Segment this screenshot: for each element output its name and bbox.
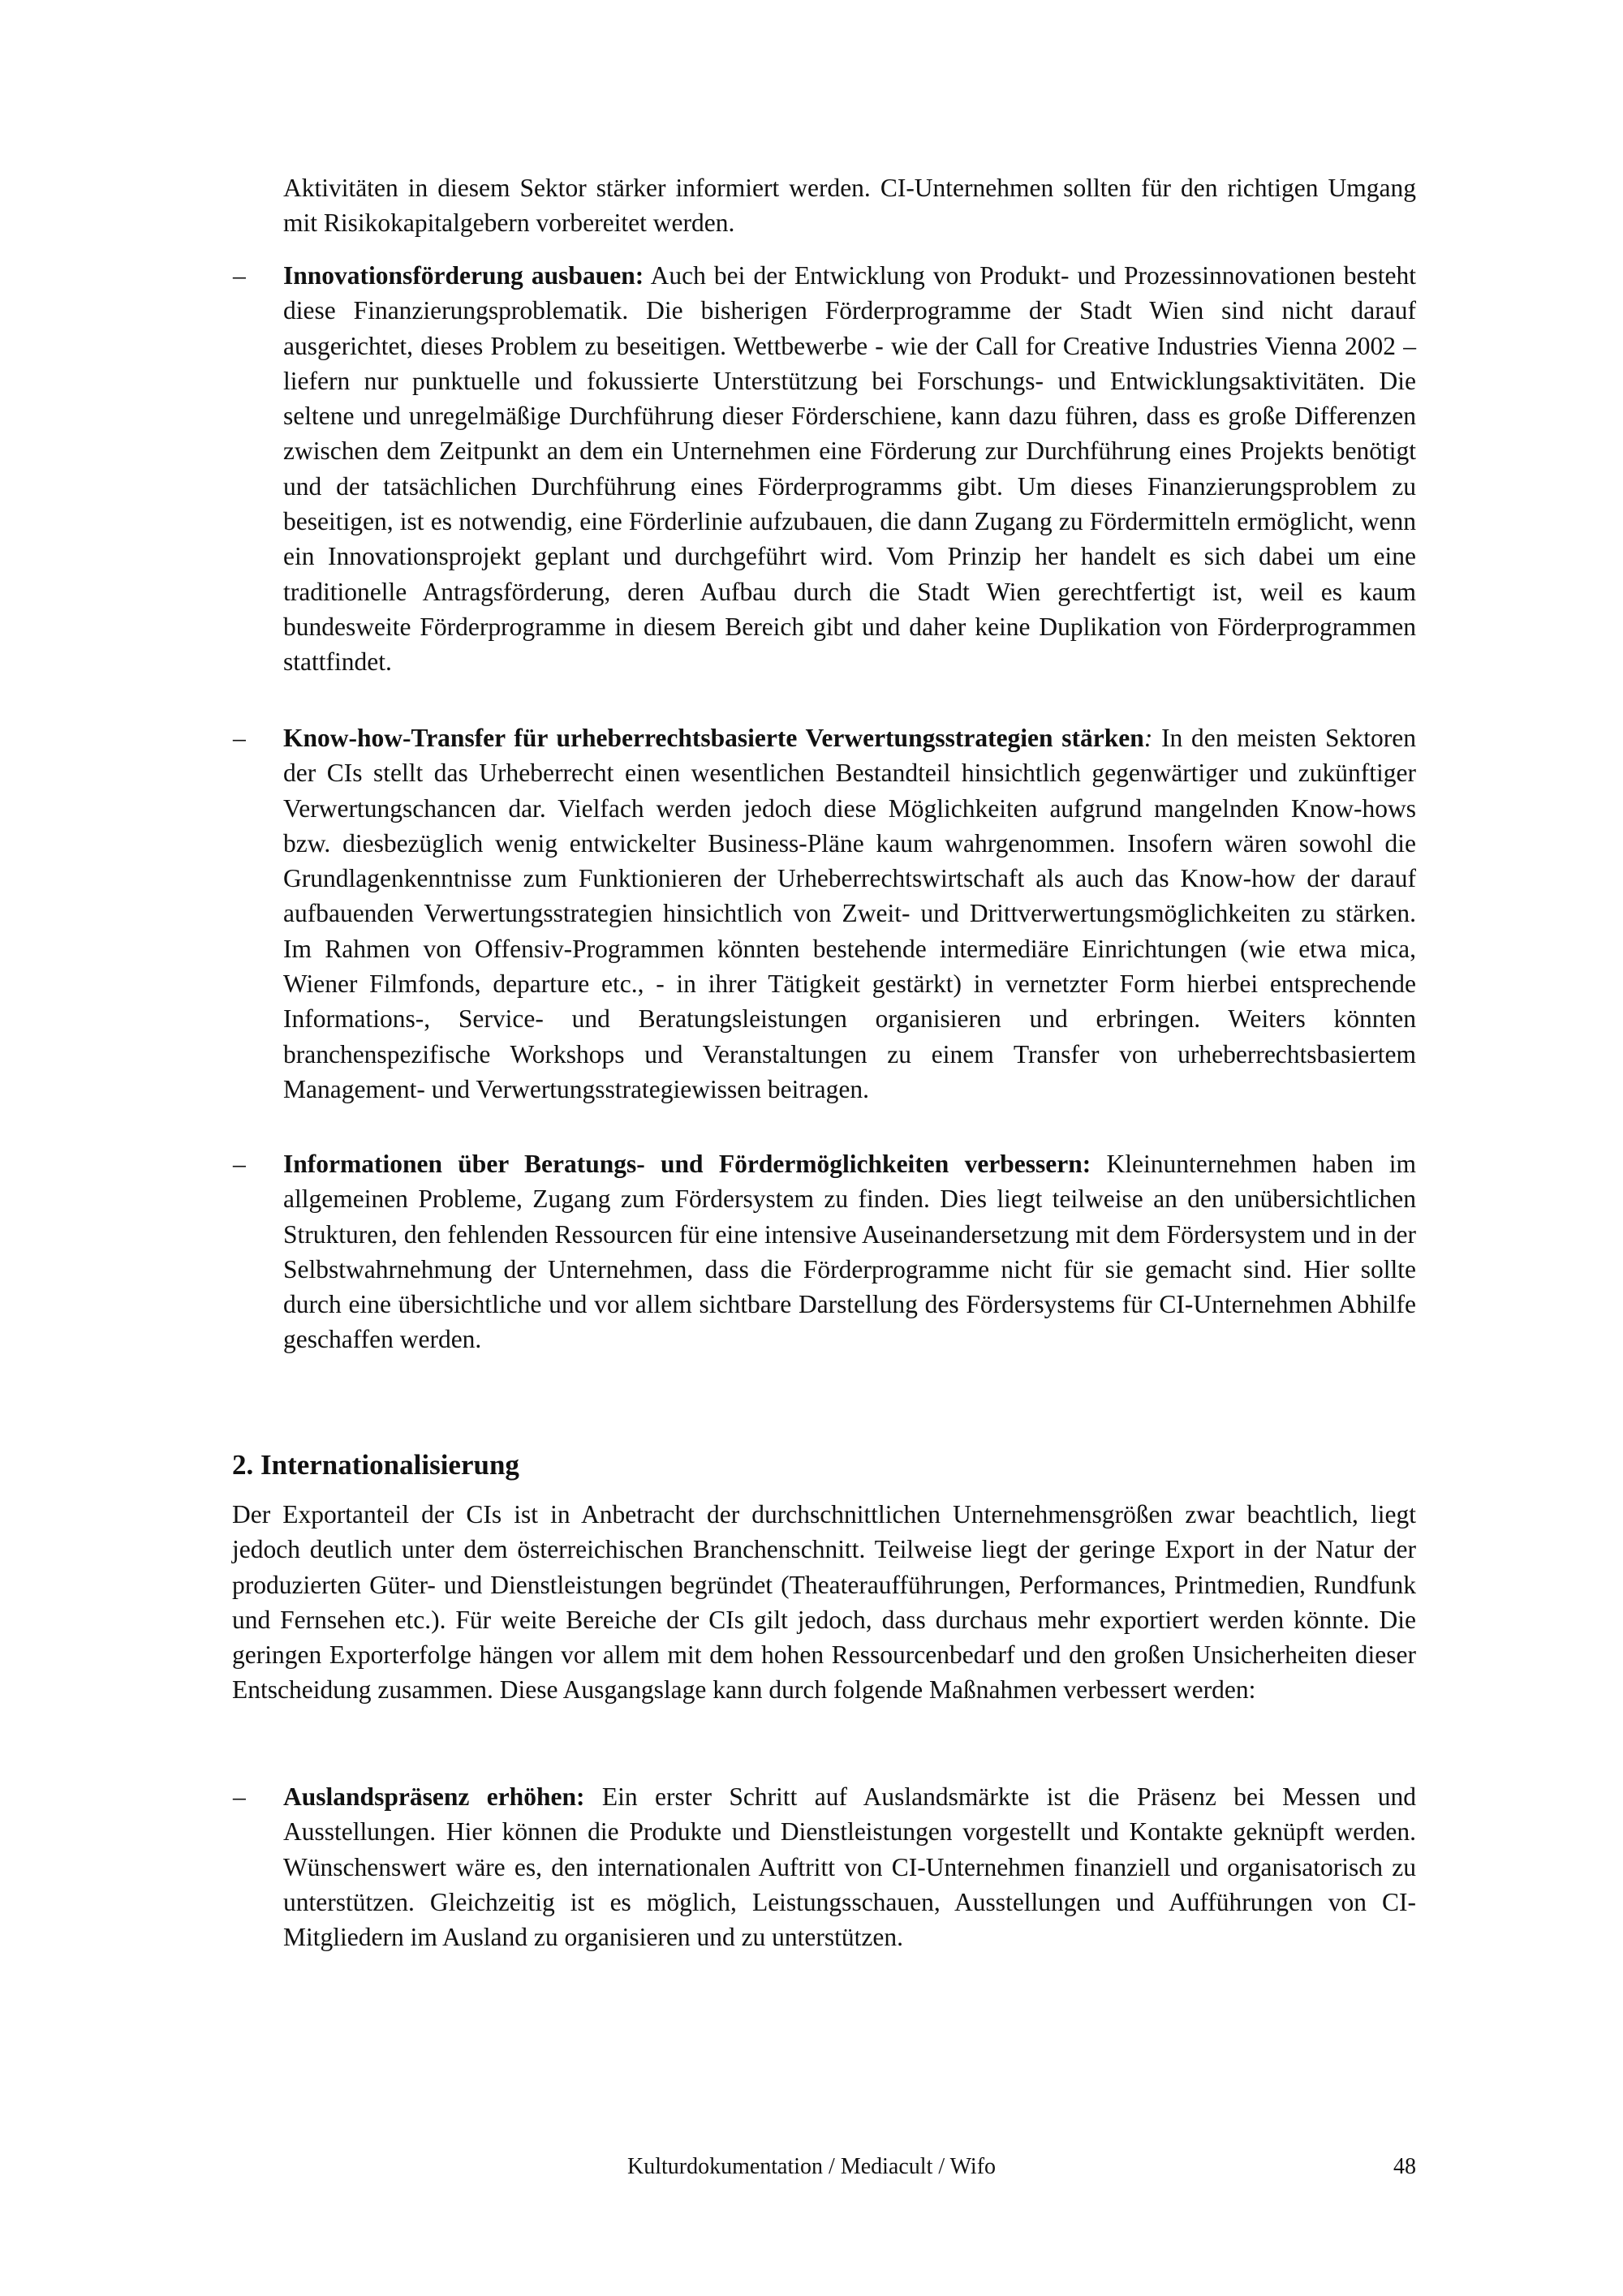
bullet-dash: – <box>233 1782 246 1811</box>
section-number: 2. <box>232 1449 254 1481</box>
bullet-dash: – <box>233 261 246 290</box>
bullet-text: Auch bei der Entwicklung von Produkt- und Prozessinnovationen besteht diese Finanzierungsproblematik. Die bisherigen Förderprogramme der Stadt Wien sind nicht darauf ausgerichtet, dieses Problem zu beseitigen. Wettbewerbe - wie der Call for Creative Industries Vienna 2002 – liefern nur punktuelle und fokussierte Unterstützung bei Forschungs- und Entwicklungsaktivitäten. Die seltene und unregelmäßige Durchführung dieser Förderschiene, kann dazu führen, dass es große Differenzen zwischen dem Zeitpunkt an dem ein Unternehmen eine Förderung zur Durchführung eines Projekts benötigt und der tatsächlichen Durchführung eines Förderprogramms gibt. Um dieses Finanzierungsproblem zu beseitigen, ist es notwendig, eine Förderlinie aufzubauen, die dann Zugang zu Fördermitteln ermöglicht, wenn ein Innovationsprojekt geplant und durchgeführt wird. Vom Prinzip her handelt es sich dabei um eine traditionelle Antragsförderung, deren Aufbau durch die Stadt Wien gerechtfertigt ist, weil es kaum bundesweite Förderprogramme in diesem Bereich gibt und daher keine Duplikation von Förderprogrammen stattfindet. <box>283 261 1416 677</box>
section-intro-paragraph: Der Exportanteil der CIs ist in Anbetracht der durchschnittlichen Unternehmensgrößen zwar beachtlich, liegt jedoch deutlich unter dem österreichischen Branchenschnitt. Teilweise liegt der geringe Export in der Natur der produzierten Güter- und Dienstleistungen begründet (Theateraufführungen, Performances, Printmedien, Rundfunk und Fernsehen etc.). Für weite Bereiche der CIs gilt jedoch, dass durchaus mehr exportiert werden könnte. Die geringen Exporterfolge hängen vor allem mit dem hohen Ressourcenbedarf und den großen Unsicherheiten dieser Entscheidung zusammen. Diese Ausgangslage kann durch folgende Maßnahmen verbessert werden: <box>232 1500 1416 1705</box>
bullet-lead-colon: : <box>1143 724 1153 752</box>
bullet-text: In den meisten Sektoren der CIs stellt das Urheberrecht einen wesentlichen Bestandteil hinsichtlich gegenwärtiger und zukünftiger Verwertungschancen dar. Vielfach werden jedoch diese Möglichkeiten aufgrund mangelnden Know-hows bzw. diesbezüglich wenig entwickelter Business-Pläne kaum wahrgenommen. Insofern wären sowohl die Grundlagenkenntnisse zum Funktionieren der Urheberrechtswirtschaft als auch das Know-how der darauf aufbauenden Verwertungsstrategien hinsichtlich von Zweit- und Drittverwertungsmöglichkeiten zu stärken. Im Rahmen von Offensiv-Programmen könnten bestehende intermediäre Einrichtungen (wie etwa mica, Wiener Filmfonds, departure etc., - in ihrer Tätigkeit gestärkt) in vernetzter Form hierbei entsprechende Informations-, Service- und Beratungsleistungen organisieren und erbringen. Weiters könnten branchenspezifische Workshops und Veranstaltungen zu einem Transfer von urheberrechtsbasiertem Management- und Verwertungsstrategiewissen beitragen. <box>283 724 1416 1103</box>
footer-source: Kulturdokumentation / Mediacult / Wifo <box>626 2154 997 2179</box>
bullet-know-how-transfer <box>233 720 1416 1107</box>
bullet-auslandspraesenz <box>233 1779 1416 1954</box>
section-heading <box>232 1449 519 1481</box>
bullet-informationen <box>233 1146 1417 1357</box>
section-title: Internationalisierung <box>260 1449 519 1481</box>
bullet-text: Ein erster Schritt auf Auslandsmärkte ist die Präsenz bei Messen und Ausstellungen. Hier können die Produkte und Dienstleistungen vorgestellt und Kontakte geknüpft werden. Wünschenswert wäre es, den internationalen Auftritt von CI-Unternehmen finanziell und organisatorisch zu unterstützen. Gleichzeitig ist es möglich, Leistungsschauen, Ausstellungen und Aufführungen von CI-Mitgliedern im Ausland zu organisieren und zu unterstützen. <box>283 1782 1416 1952</box>
bullet-lead: Know-how-Transfer für urheberrechtsbasierte Verwertungsstrategien stärken <box>283 724 1144 752</box>
bullet-text: Kleinunternehmen haben im allgemeinen Probleme, Zugang zum Fördersystem zu finden. Dies liegt teilweise an den unübersichtlichen Strukturen, den fehlenden Ressourcen für eine intensive Auseinandersetzung mit dem Fördersystem und in der Selbstwahrnehmung der Unternehmen, dass die Förderprogramme nicht für sie gemacht sind. Hier sollte durch eine übersichtliche und vor allem sichtbare Darstellung des Fördersystems für CI-Unternehmen Abhilfe geschaffen werden. <box>283 1150 1417 1354</box>
continuation-paragraph: Aktivitäten in diesem Sektor stärker informiert werden. CI-Unternehmen sollten für den richtigen Umgang mit Risikokapitalgebern vorbereitet werden. <box>283 174 1416 238</box>
bullet-lead: Auslandspräsenz erhöhen: <box>283 1782 585 1811</box>
bullet-lead: Innovationsförderung ausbauen: <box>283 261 644 290</box>
bullet-dash: – <box>233 1150 246 1178</box>
bullet-lead: Informationen über Beratungs- und Fördermöglichkeiten verbessern: <box>283 1150 1091 1178</box>
bullet-innovationsfoerderung <box>233 258 1416 680</box>
footer-page-number: 48 <box>1393 2154 1416 2179</box>
bullet-dash: – <box>233 724 246 752</box>
